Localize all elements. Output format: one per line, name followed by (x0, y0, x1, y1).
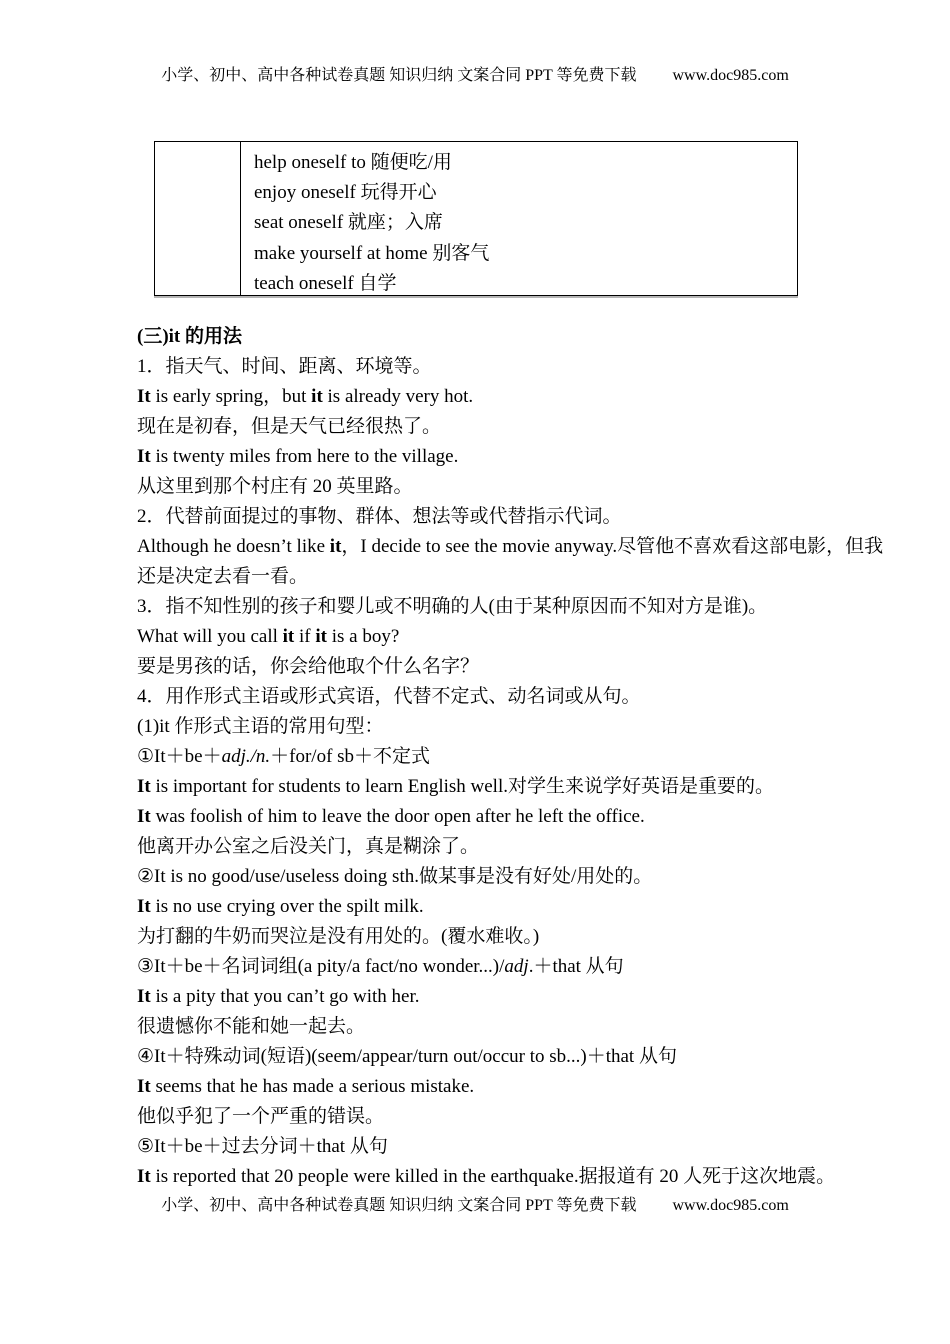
table-cell-left (155, 142, 241, 295)
paragraph: It is no use crying over the spilt milk. (137, 896, 424, 917)
paragraph: 还是决定去看一看。 (137, 566, 309, 587)
paragraph: 他似乎犯了一个严重的错误。 (137, 1106, 385, 1127)
paragraph: ③It＋be＋名词词组(a pity/a fact/no wonder...)/adj.＋that 从句 (137, 956, 624, 977)
header-site-url: www.doc985.com (672, 67, 789, 84)
paragraph: 从这里到那个村庄有 20 英里路。 (137, 476, 413, 497)
paragraph: It seems that he has made a serious mistake. (137, 1076, 475, 1097)
paragraph: 要是男孩的话，你会给他取个什么名字？ (137, 656, 480, 677)
paragraph: What will you call it if it is a boy? (137, 626, 400, 647)
paragraph: ②It is no good/use/useless doing sth.做某事是没有好处/用处的。 (137, 866, 653, 887)
paragraph: It was foolish of him to leave the door open after he left the office. (137, 806, 645, 827)
table-line: teach oneself 自学 (254, 272, 397, 294)
paragraph: 现在是初春，但是天气已经很热了。 (137, 416, 442, 437)
paragraph: (三)it 的用法 (137, 326, 243, 347)
paragraph: It is a pity that you can’t go with her. (137, 986, 420, 1007)
table-line: help oneself to 随便吃/用 (254, 152, 452, 173)
page-footer (0, 1192, 950, 1215)
paragraph: It is early spring，but it is already very hot. (137, 386, 474, 407)
paragraph: It is reported that 20 people were killed in the earthquake.据报道有 20 人死于这次地震。 (137, 1166, 836, 1187)
paragraph: 2．代替前面提过的事物、群体、想法等或代替指示代词。 (137, 506, 622, 527)
paragraph: 为打翻的牛奶而哭泣是没有用处的。(覆水难收。) (137, 926, 540, 947)
paragraph: ④It＋特殊动词(短语)(seem/appear/turn out/occur to sb...)＋that 从句 (137, 1046, 677, 1067)
paragraph: 4．用作形式主语或形式宾语，代替不定式、动名词或从句。 (137, 686, 641, 707)
table-line: seat oneself 就座；入席 (254, 212, 443, 234)
paragraph: ①It＋be＋adj./n.＋for/of sb＋不定式 (137, 746, 431, 767)
table-line: make yourself at home 别客气 (254, 242, 490, 264)
paragraph: (1)it 作形式主语的常用句型： (137, 716, 384, 737)
paragraph: Although he doesn’t like it，I decide to see the movie anyway.尽管他不喜欢看这部电影，但我 (137, 536, 884, 557)
paragraph: 3．指不知性别的孩子和婴儿或不明确的人(由于某种原因而不知对方是谁)。 (137, 596, 768, 617)
table-cell-right (241, 142, 797, 295)
footer-site-url: www.doc985.com (672, 1197, 789, 1214)
paragraph: ⑤It＋be＋过去分词＋that 从句 (137, 1136, 388, 1157)
table-line: enjoy oneself 玩得开心 (254, 182, 437, 204)
paragraph: 他离开办公室之后没关门，真是糊涂了。 (137, 836, 480, 857)
paragraph: 很遗憾你不能和她一起去。 (137, 1016, 366, 1037)
paragraph: 1．指天气、时间、距离、环境等。 (137, 356, 432, 377)
page-header (0, 62, 950, 85)
paragraph: It is twenty miles from here to the village. (137, 446, 459, 467)
document-body (137, 322, 884, 1192)
header-promo-text: 小学、初中、高中各种试卷真题 知识归纳 文案合同 PPT 等免费下载 (161, 67, 637, 84)
phrase-table (154, 141, 798, 296)
footer-promo-text: 小学、初中、高中各种试卷真题 知识归纳 文案合同 PPT 等免费下载 (161, 1197, 637, 1214)
paragraph: It is important for students to learn English well.对学生来说学好英语是重要的。 (137, 776, 774, 797)
